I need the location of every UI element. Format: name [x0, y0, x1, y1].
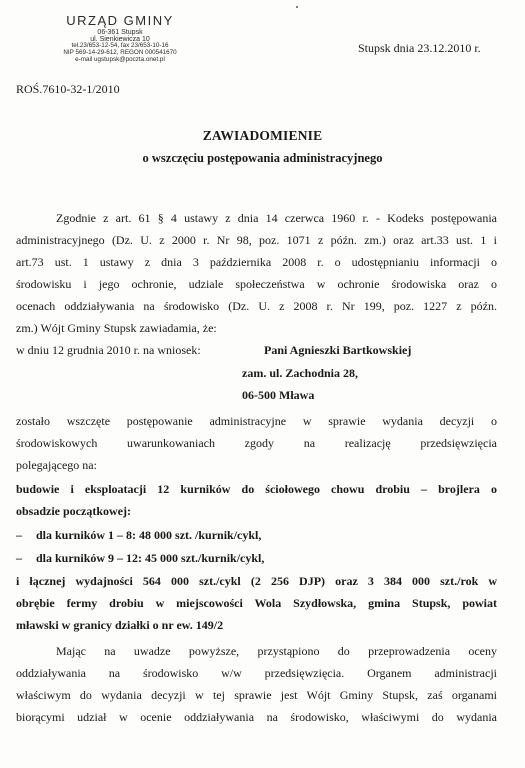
- body-line: ocenach oddziaływania na środowisko (Dz. U. z 2008 r. Nr 199, poz. 1227 z późn.: [16, 299, 497, 313]
- body-line: właściwym do wydania decyzji w tej sprawie jest Wójt Gminy Stupsk, zaś organami: [16, 688, 497, 702]
- body-line: administracyjnego (Dz. U. z 2000 r. Nr 98, poz. 1071 z późn. zm.) oraz art.33 ust. 1 i: [16, 233, 497, 247]
- applicant-address: zam. ul. Zachodnia 28,: [242, 366, 359, 380]
- applicant-postal: 06-500 Mława: [242, 388, 315, 402]
- body-line: biorącymi udział w ocenie oddziaływania na środowisko, właściwymi do wydania: [16, 710, 497, 724]
- body-line: art.73 ust. 1 ustawy z dnia 3 października 2008 r. o udostępnianiu informacji o: [16, 255, 497, 269]
- project-line: budowie i eksploatacji 12 kurników do ściołowego chowu drobiu – brojlera o: [16, 482, 497, 496]
- applicant-name: Pani Agnieszki Bartkowskiej: [264, 343, 412, 357]
- body-line: zostało wszczęte postępowanie administracyjne w sprawie wydania decyzji o: [16, 414, 497, 428]
- body-line: polegającego na:: [16, 458, 97, 472]
- reference-number: ROŚ.7610-32-1/2010: [16, 82, 120, 96]
- stamp-phone: tel.23/653-12-54, fax 23/653-10-16: [71, 42, 169, 50]
- project-line: i łącznej wydajności 564 000 szt./cykl (2 256 DJP) oraz 3 384 000 szt./rok w: [16, 574, 497, 588]
- project-line: mławski w granicy działki o nr ew. 149/2: [16, 618, 224, 632]
- project-list-item: – dla kurników 1 – 8: 48 000 szt. /kurnik/cykl,: [16, 528, 262, 542]
- stamp-address-street: ul. Sienkiewicza 10: [90, 35, 150, 43]
- project-line: obsadzie początkowej:: [16, 504, 131, 518]
- body-line: środowisku i jego ochronie, udziale społeczeństwa w ochronie środowiska oraz o: [16, 277, 497, 291]
- stamp-email: e-mail ugstupsk@poczta.onet.pl: [75, 55, 165, 63]
- stamp-ids: NIP 569-14-29-612, REGON 000541670: [63, 48, 177, 56]
- body-line: zm.) Wójt Gminy Stupsk zawiadamia, że:: [16, 321, 217, 335]
- body-line: Mając na uwadze powyższe, przystąpiono do przeprowadzenia oceny: [56, 644, 497, 658]
- request-prefix: w dniu 12 grudnia 2010 r. na wniosek:: [16, 343, 201, 357]
- document-date: Stupsk dnia 23.12.2010 r.: [358, 41, 481, 55]
- speck-mark: [296, 6, 298, 8]
- project-list-item: – dla kurników 9 – 12: 45 000 szt./kurnik/cykl,: [16, 551, 265, 565]
- body-line: oddziaływania na środowisko w/w przedsięwzięcia. Organem administracji: [16, 666, 497, 680]
- document-title: ZAWIADOMIENIE: [202, 128, 323, 143]
- stamp-office-name: URZĄD GMINY: [66, 13, 174, 28]
- body-line: Zgodnie z art. 61 § 4 ustawy z dnia 14 czerwca 1960 r. - Kodeks postępowania: [56, 211, 497, 225]
- office-stamp: [56, 14, 184, 63]
- stamp-address-postal: 06-361 Stupsk: [97, 28, 143, 36]
- document-subtitle: o wszczęciu postępowania administracyjnego: [142, 151, 383, 165]
- project-line: obrębie fermy drobiu w miejscowości Wola Szydłowska, gmina Stupsk, powiat: [16, 596, 497, 610]
- body-line: środowiskowych uwarunkowaniach zgody na realizację przedsięwzięcia: [16, 436, 497, 450]
